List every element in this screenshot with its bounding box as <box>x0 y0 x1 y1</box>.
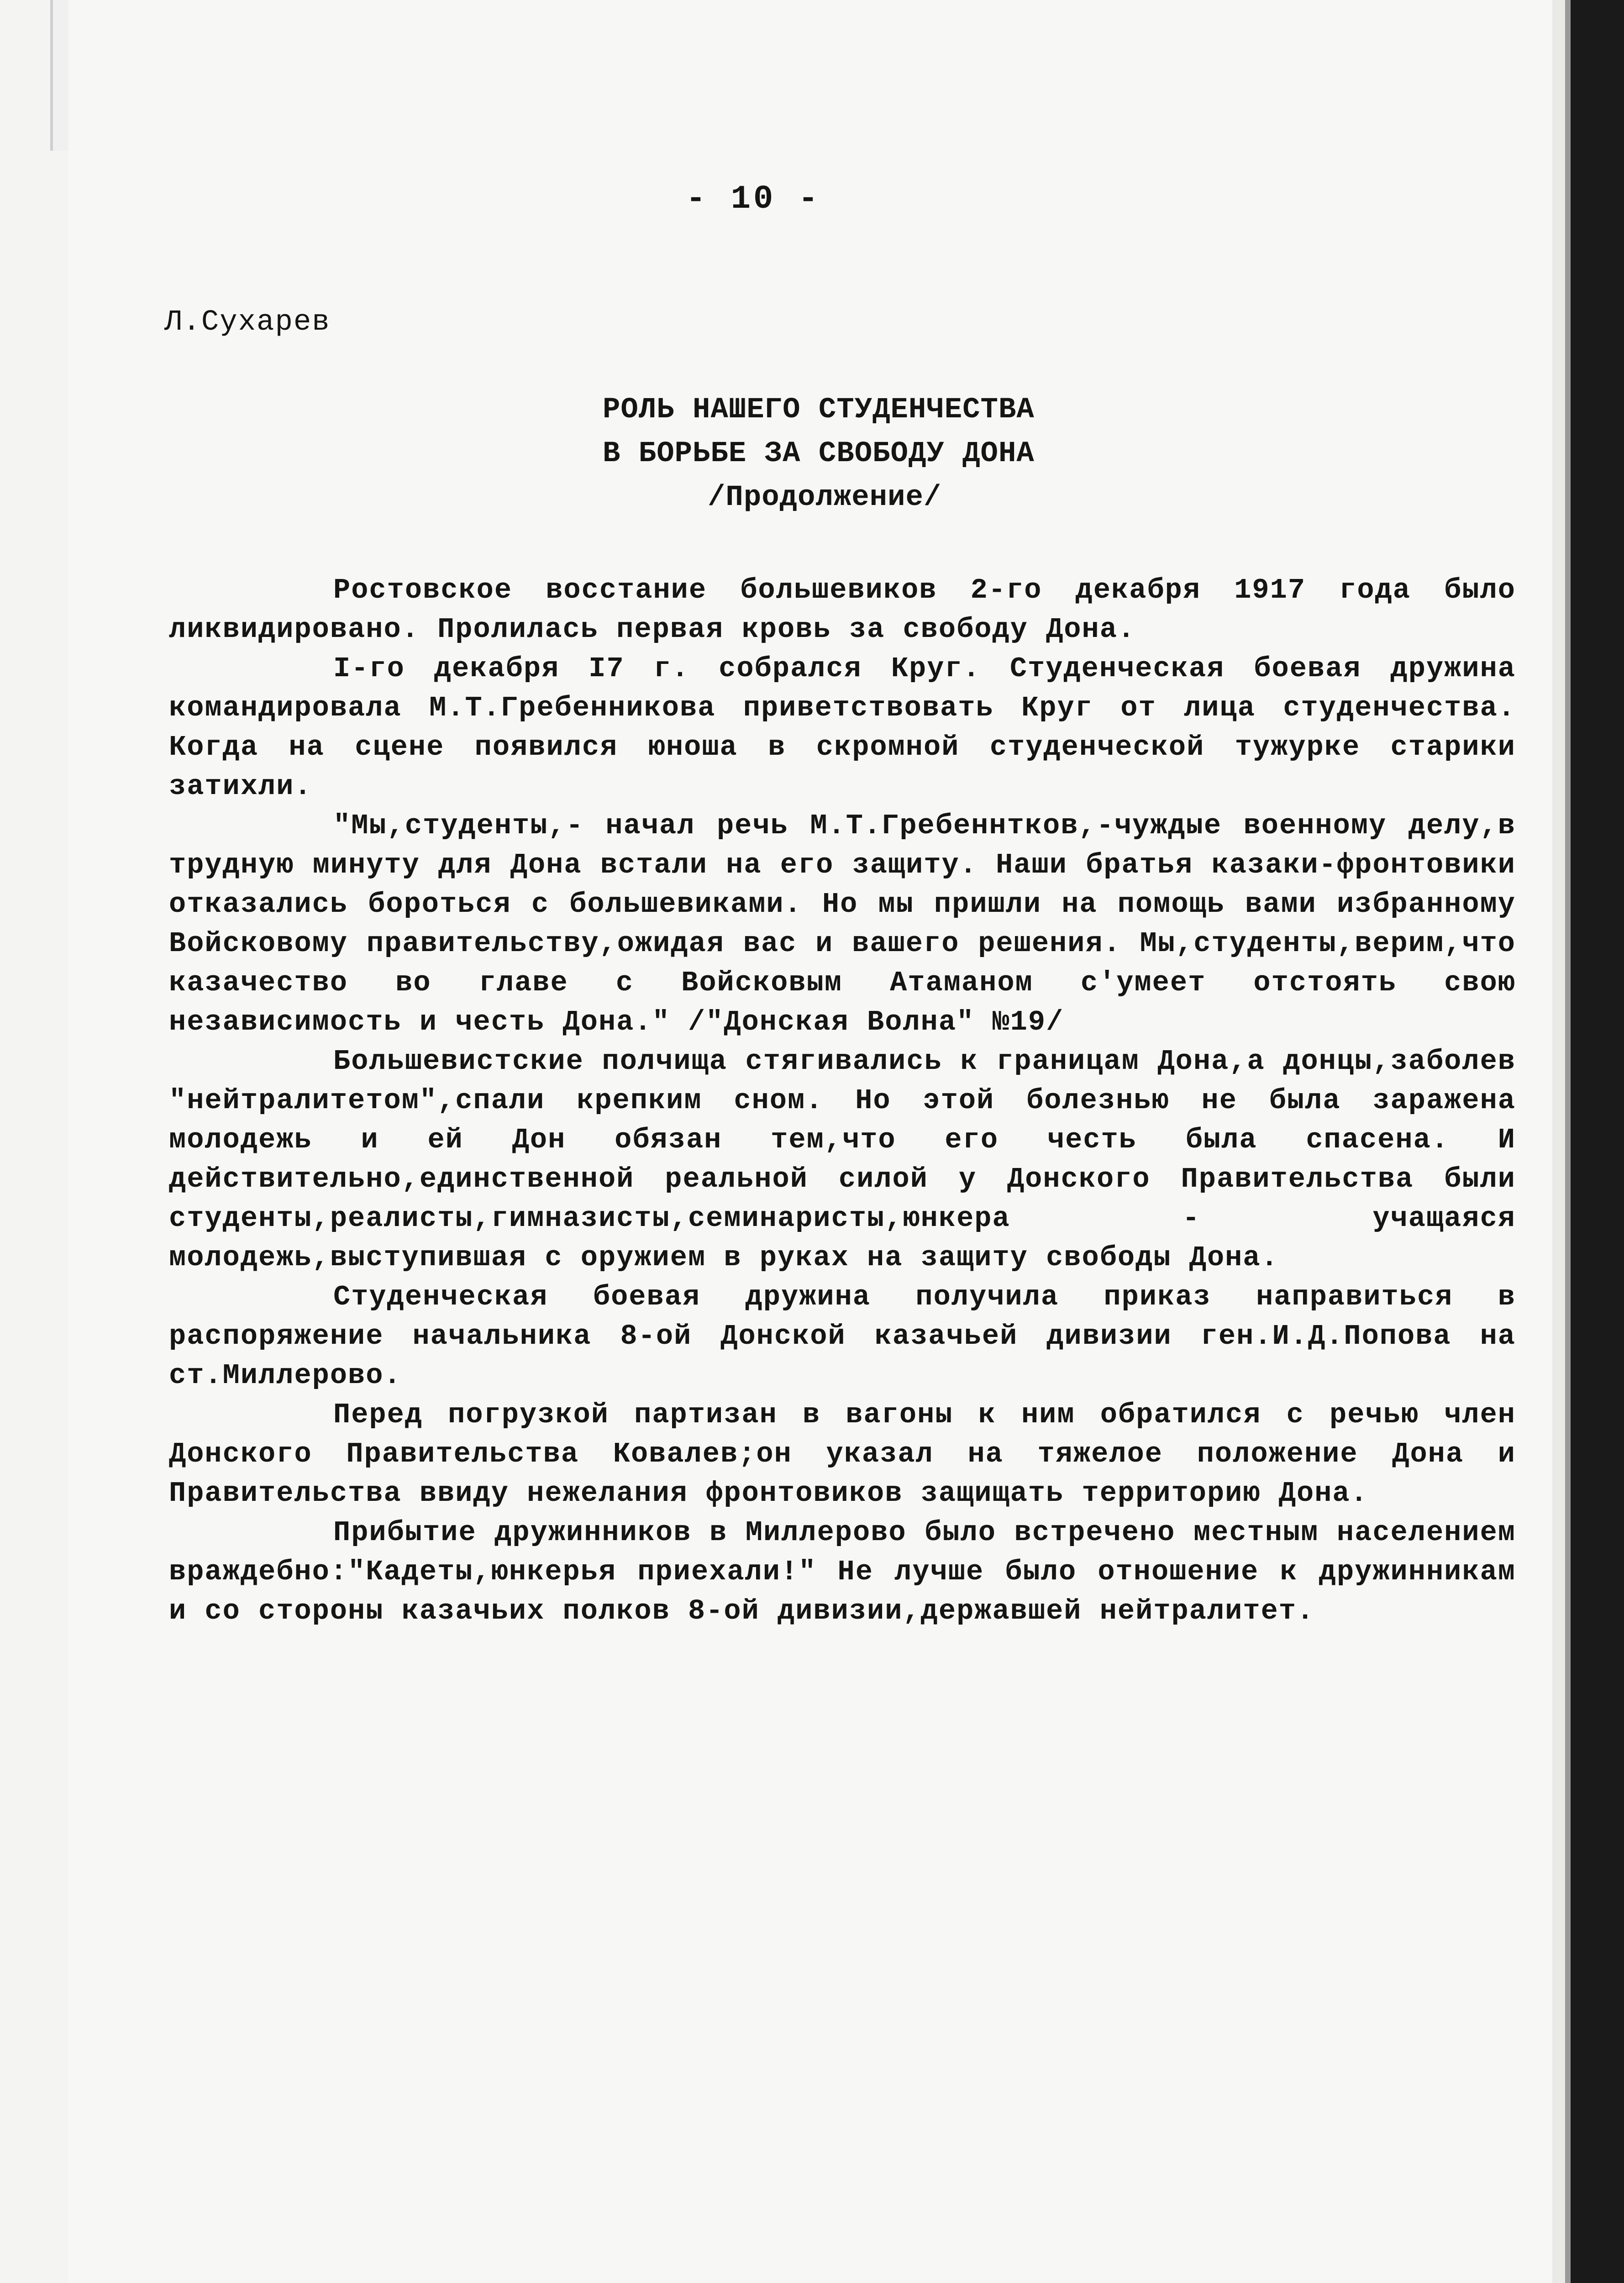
typewritten-page <box>68 0 1552 2283</box>
title-line-2: В БОРЬБЕ ЗА СВОБОДУ ДОНА <box>603 437 1035 470</box>
article-body <box>169 571 1516 1631</box>
page-edge-shadow <box>1565 0 1571 2283</box>
paragraph-speech-quote: "Мы,студенты,- начал речь М.Т.Гребеннтков,-чуждые военному делу,в трудную минуту для Дона встали на его защиту. Наши братья казаки-фронтовики отказались бороться с большевиками. Но мы пришли на помощь вами избранному Войсковому правительству,ожидая вас и вашего решения. Мы,студенты,верим,что казачество во главе с Войсковым Атаманом с'умеет отстоять свою независимость и честь Дона." /"Донская Волна" №19/ <box>169 810 1516 1038</box>
author-name: Л.Сухарев <box>164 306 331 339</box>
title-line-1: РОЛЬ НАШЕГО СТУДЕНЧЕСТВА <box>603 394 1035 426</box>
paragraph: Студенческая боевая дружина получила приказ направиться в распоряжение начальника 8-ой Донской казачьей дивизии ген.И.Д.Попова на ст.Миллерово. <box>169 1281 1516 1392</box>
article-title <box>479 388 1301 520</box>
page-number: - 10 - <box>686 180 821 218</box>
paragraph: Ростовское восстание большевиков 2-го декабря 1917 года было ликвидировано. Пролилась первая кровь за свободу Дона. <box>169 574 1516 646</box>
title-continuation-note: /Продолжение/ <box>708 481 942 514</box>
page-edge-strip <box>1552 0 1565 2283</box>
paragraph: Большевистские полчища стягивались к границам Дона,а донцы,заболев "нейтралитетом",спали крепким сном. Но этой болезнью не была заражена молодежь и ей Дон обязан тем,что его честь была спасена. И действительно,единственной реальной силой у Донского Правительства были студенты,реалисты,гимназисты,семинаристы,юнкера - учащаяся молодежь,выступившая с оружием в руках на защиту свободы Дона. <box>169 1045 1516 1274</box>
paragraph: Прибытие дружинников в Миллерово было встречено местным населением враждебно:"Кадеты,юнкерья приехали!" Не лучше было отношение к дружинникам и со стороны казачьих полков 8-ой дивизии,державшей нейтралитет. <box>169 1516 1516 1627</box>
paragraph: I-го декабря I7 г. собрался Круг. Студенческая боевая дружина командировала М.Т.Гребенникова приветствовать Круг от лица студенчества. Когда на сцене появился юноша в скромной студенческой тужурке старики затихли. <box>169 652 1516 803</box>
scan-right-border <box>1552 0 1624 2283</box>
paragraph: Перед погрузкой партизан в вагоны к ним обратился с речью член Донского Правительства Ковалев;он указал на тяжелое положение Дона и Правительства ввиду нежелания фронтовиков защищать территорию Дона. <box>169 1399 1516 1510</box>
